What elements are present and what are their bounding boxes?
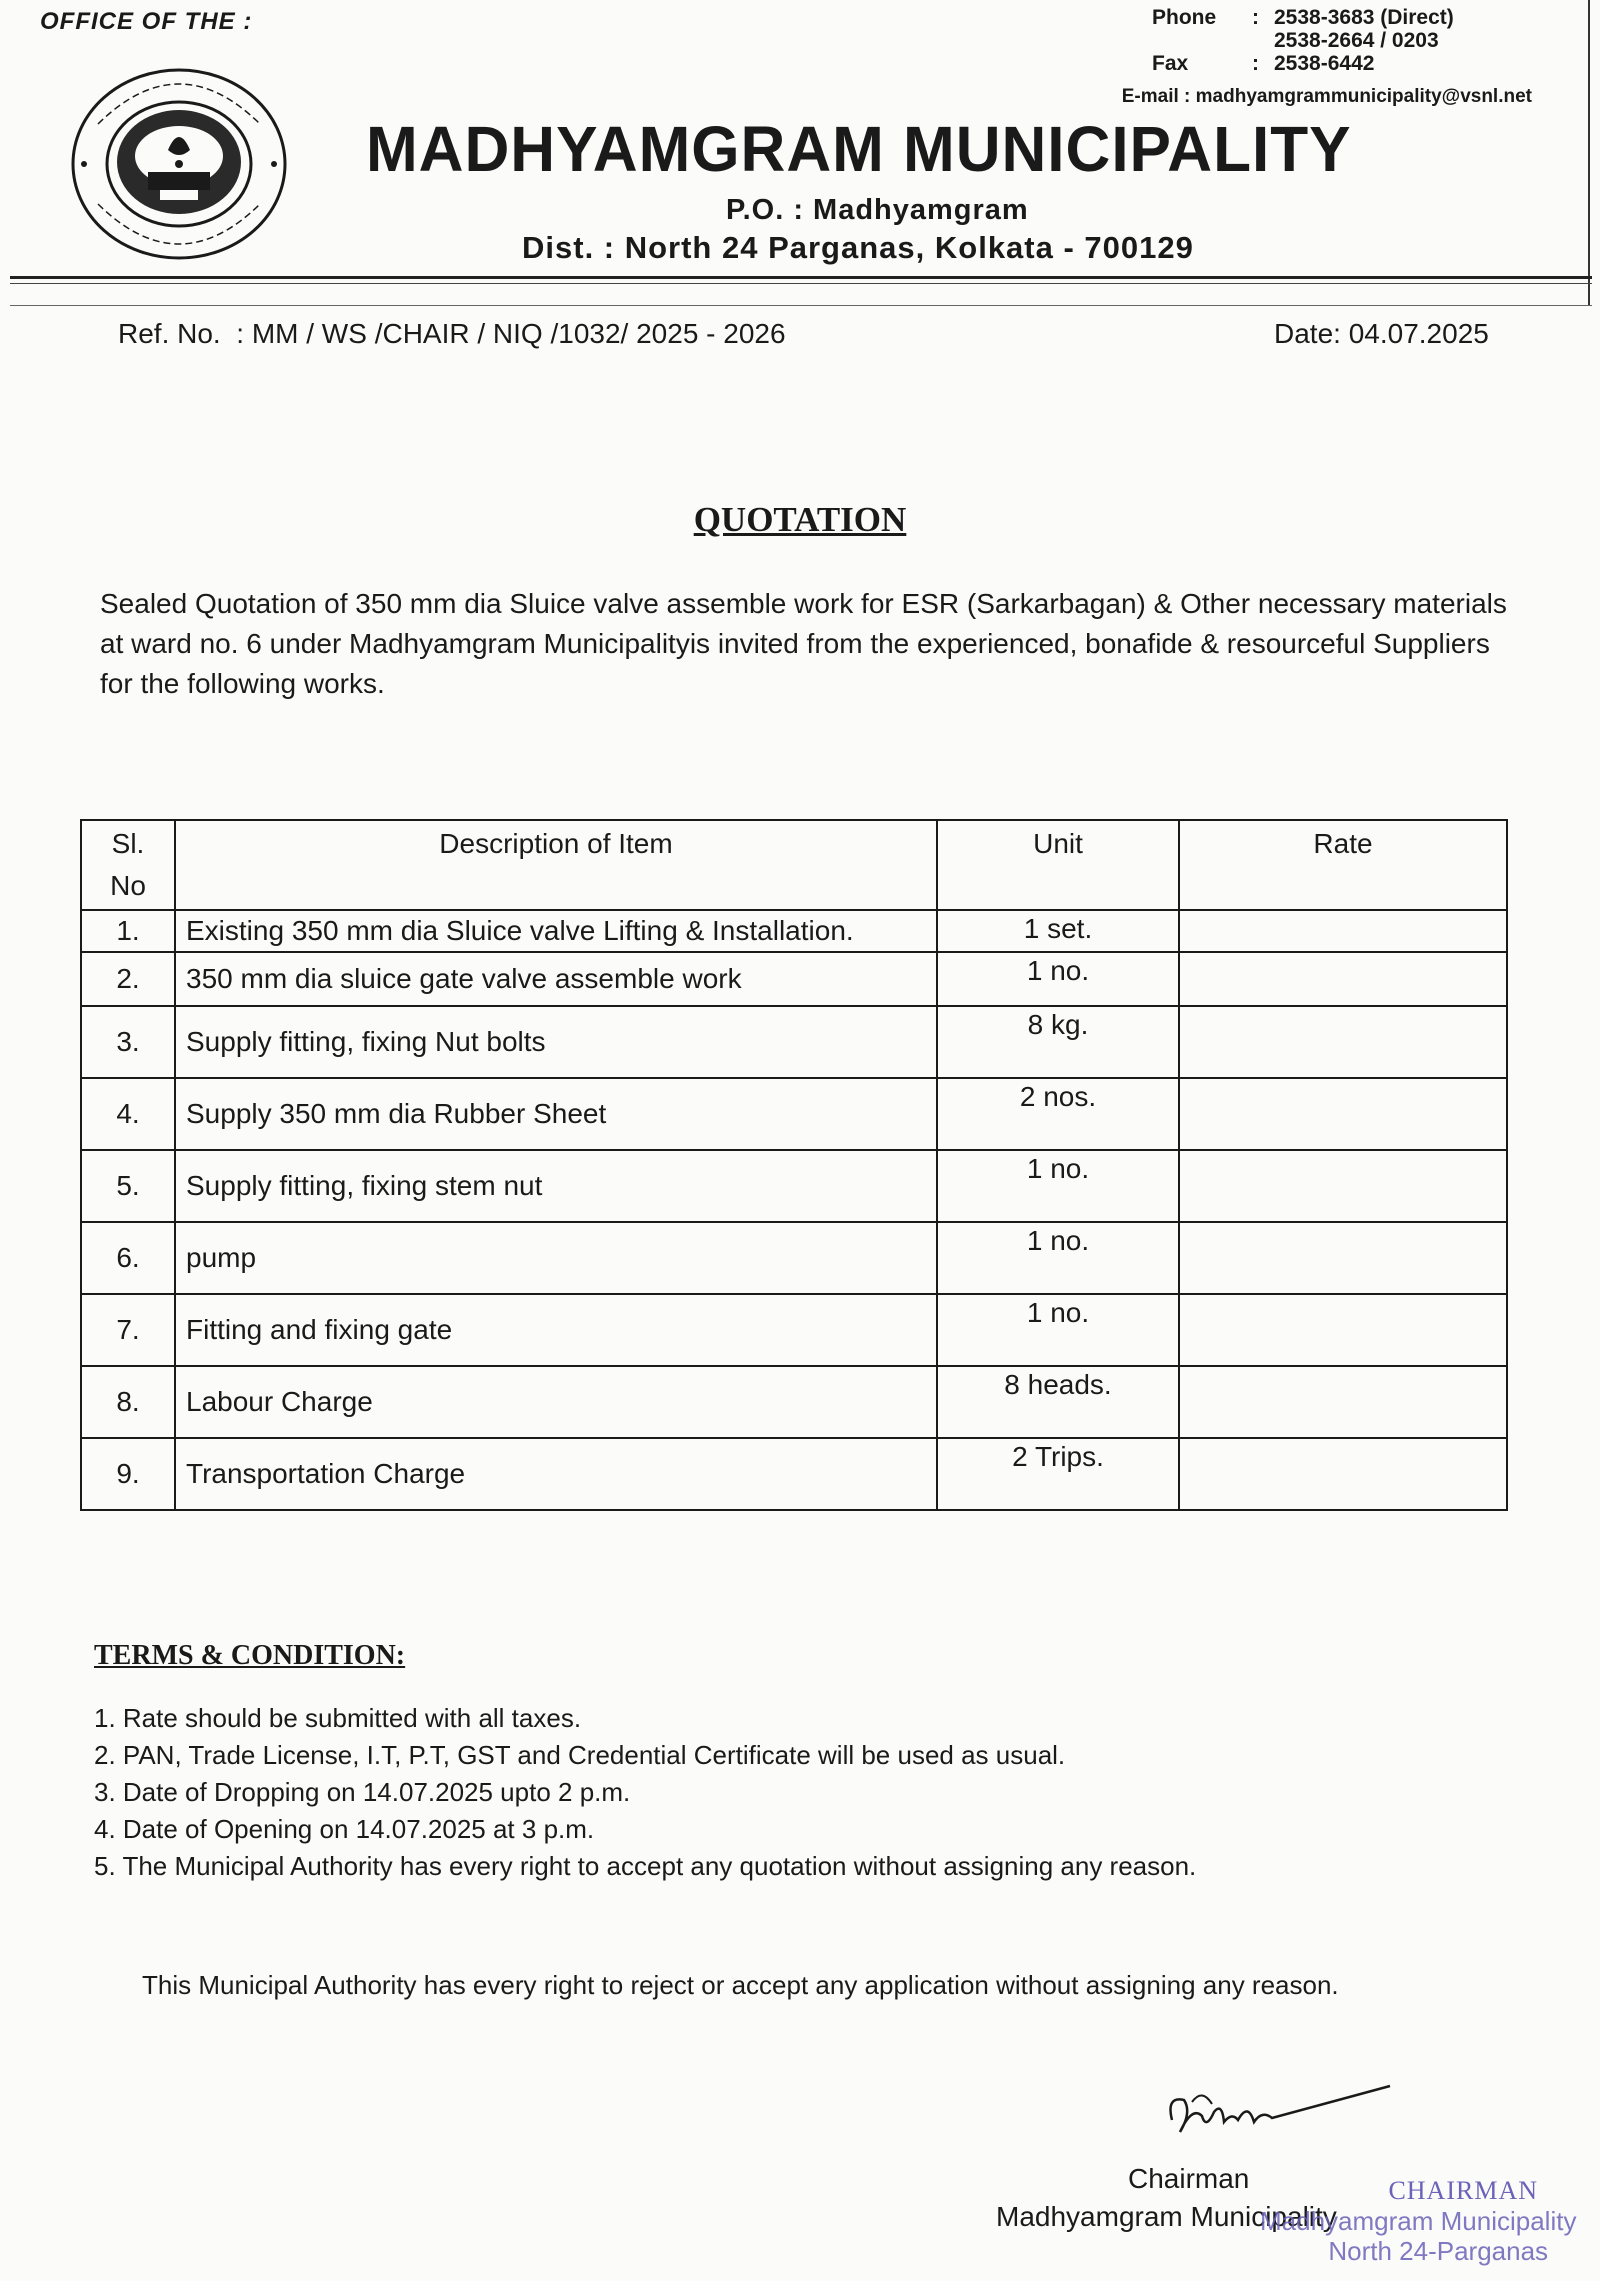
email-address: E-mail : madhyamgrammunicipality@vsnl.net [1121,86,1532,107]
cell-rate [1179,1150,1507,1222]
cell-sl-no: 7. [81,1294,175,1366]
items-table [80,819,1508,1511]
official-stamp [1260,2176,1576,2266]
contact-block [1152,6,1532,75]
office-of-label: OFFICE OF THE : [40,8,253,35]
cell-description: Fitting and fixing gate [175,1294,937,1366]
signature-icon [1162,2082,1392,2152]
cell-description: 350 mm dia sluice gate valve assemble work [175,952,937,1006]
cell-unit: 1 no. [937,1222,1179,1294]
cell-sl-no: 2. [81,952,175,1006]
cell-sl-no: 4. [81,1078,175,1150]
phone-colon: : [1252,6,1259,29]
cell-description: Transportation Charge [175,1438,937,1510]
fax-label: Fax [1152,52,1189,75]
table-row [81,1438,1507,1510]
cell-description: Existing 350 mm dia Sluice valve Lifting & Installation. [175,910,937,952]
table-row [81,1078,1507,1150]
reference-number: Ref. No. : MM / WS /CHAIR / NIQ /1032/ 2025 - 2026 [118,318,786,349]
header-divider [10,276,1592,279]
cell-rate [1179,1006,1507,1078]
header-sl-no: Sl. No [81,820,175,910]
cell-unit: 8 heads. [937,1366,1179,1438]
stamp-line-2: Madhyamgram Municipality [1260,2206,1577,2236]
cell-description: Supply fitting, fixing stem nut [175,1150,937,1222]
header-rate: Rate [1179,820,1507,910]
header-divider-thin [10,283,1592,284]
stamp-line-1: CHAIRMAN [1388,2176,1539,2205]
cell-description: Labour Charge [175,1366,937,1438]
page-title: QUOTATION [693,500,907,539]
table-header-row [81,820,1507,910]
terms-item: 2. PAN, Trade License, I.T, P.T, GST and Credential Certificate will be used as usual. [94,1740,1066,1770]
district-address: Dist. : North 24 Parganas, Kolkata - 700129 [522,230,1194,265]
cell-rate [1179,1078,1507,1150]
phone-number-2: 2538-2664 / 0203 [1274,29,1439,52]
cell-rate [1179,1438,1507,1510]
cell-description: pump [175,1222,937,1294]
terms-list [94,1700,1196,1885]
terms-heading: TERMS & CONDITION: [94,1640,406,1671]
terms-item: 4. Date of Opening on 14.07.2025 at 3 p.m. [94,1814,595,1844]
authority-note: This Municipal Authority has every right to reject or accept any application without assigning any reason. [142,1970,1339,2000]
table-row [81,1294,1507,1366]
cell-sl-no: 5. [81,1150,175,1222]
header-unit: Unit [937,820,1179,910]
phone-number-1: 2538-3683 (Direct) [1274,6,1454,29]
cell-description: Supply fitting, fixing Nut bolts [175,1006,937,1078]
table-row [81,1150,1507,1222]
cell-rate [1179,1366,1507,1438]
cell-sl-no: 3. [81,1006,175,1078]
cell-unit: 1 no. [937,1150,1179,1222]
header-description: Description of Item [175,820,937,910]
intro-paragraph: Sealed Quotation of 350 mm dia Sluice valve assemble work for ESR (Sarkarbagan) & Other necessary materials at ward no. 6 under Madhyamgram Municipalityis invited from the experienced, bonafide & resourceful Suppliers for the following works. [100,588,1507,699]
cell-sl-no: 1. [81,910,175,952]
cell-unit: 1 no. [937,952,1179,1006]
table-row [81,952,1507,1006]
fax-colon: : [1252,52,1259,75]
terms-item: 5. The Municipal Authority has every right to accept any quotation without assigning any reason. [94,1851,1197,1881]
signatory-designation: Chairman [1128,2163,1250,2194]
terms-item: 1. Rate should be submitted with all taxes. [94,1703,582,1733]
fax-number: 2538-6442 [1274,52,1375,75]
cell-unit: 2 Trips. [937,1438,1179,1510]
table-row [81,1006,1507,1078]
cell-sl-no: 6. [81,1222,175,1294]
cell-unit: 2 nos. [937,1078,1179,1150]
post-office: P.O. : Madhyamgram [726,194,1029,226]
municipality-seal-icon [68,64,290,264]
cell-description: Supply 350 mm dia Rubber Sheet [175,1078,937,1150]
cell-unit: 1 no. [937,1294,1179,1366]
phone-label: Phone [1152,6,1217,29]
cell-unit: 8 kg. [937,1006,1179,1078]
cell-rate [1179,1222,1507,1294]
cell-rate [1179,910,1507,952]
table-row [81,910,1507,952]
table-row [81,1366,1507,1438]
header-divider-lower [10,305,1592,306]
cell-sl-no: 9. [81,1438,175,1510]
header-border-right [1588,0,1590,306]
cell-unit: 1 set. [937,910,1179,952]
signatory-organization: Madhyamgram Municipality [996,2201,1337,2232]
municipality-name: MADHYAMGRAM MUNICIPALITY [366,113,1352,185]
cell-rate [1179,1294,1507,1366]
cell-sl-no: 8. [81,1366,175,1438]
stamp-line-3: North 24-Parganas [1328,2236,1549,2266]
terms-item: 3. Date of Dropping on 14.07.2025 upto 2 p.m. [94,1777,631,1807]
cell-rate [1179,952,1507,1006]
table-row [81,1222,1507,1294]
document-date: Date: 04.07.2025 [1274,318,1489,349]
